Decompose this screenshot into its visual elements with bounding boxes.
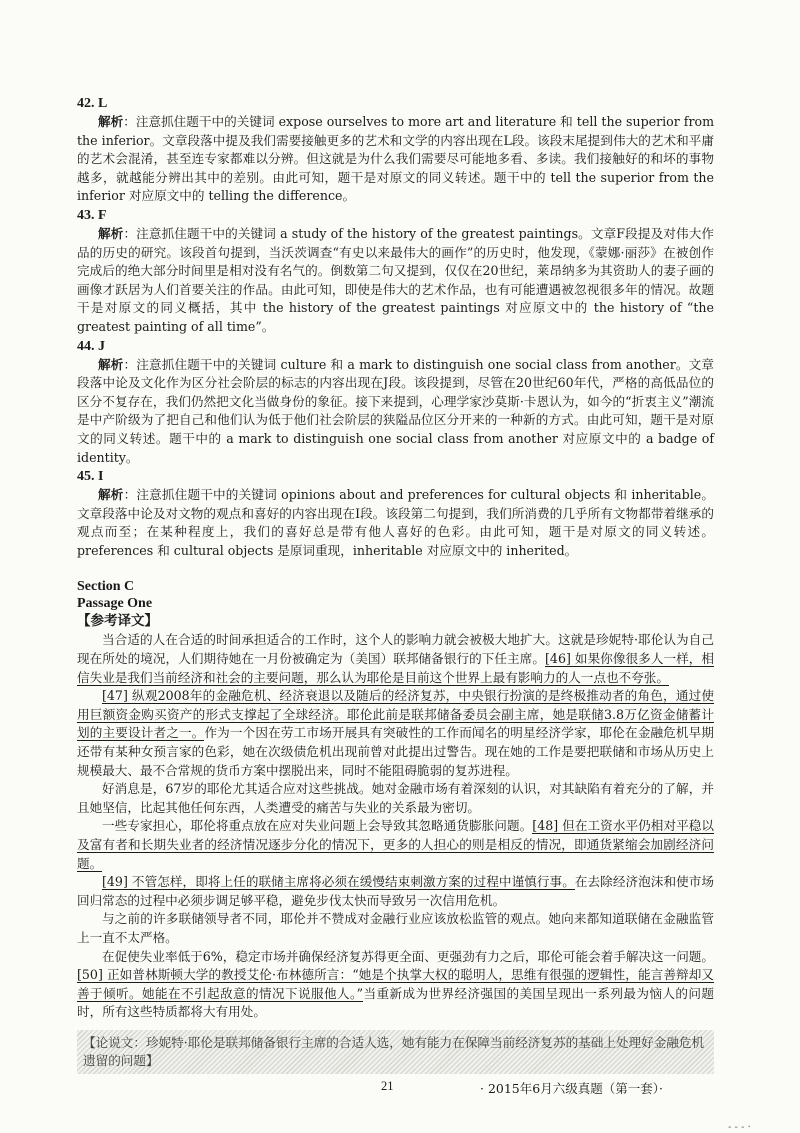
- explanation-body: ：注意抓住题干中的关键词 culture 和 a mark to distinguish one social class from another。文章段落中论及文化作为区分社会阶层的标志的内容出现在J段。该段提到，尽管在20世纪60年代，严格的高低品位的区分不复存在，我们仍然把文化当做身份的象征。接下来提到，心理学家沙莫斯·卡恩认为，如今的“折衷主义”潮流是中产阶级为了把自己和他们认为低于他们社会阶层的狭隘品位区分开来的一种新的方式。由此可知，题干是对原文的同义转述。题干中的 a mark to distinguish one social class from another 对应原文中的 a badge of identity。: [77, 356, 714, 465]
- explanation-text: [77, 225, 714, 337]
- translation-paragraph: [77, 631, 714, 687]
- translation-sentence: 在促使失业率低于6%，稳定市场并确保经济复苏得更全面、更强劲有力之后，耶伦可能会着手解决这一问题。: [102, 948, 714, 964]
- question-block: [77, 468, 714, 560]
- translation-sentence: 当重新成为世界经济强国的美国呈现出一系列最为恼人的问题时，所有这些特质都将大有用处。: [77, 985, 715, 1020]
- explanation-text: [77, 113, 714, 206]
- explanation-label: 解析: [98, 487, 124, 503]
- reference-translation-label: 【参考译文】: [77, 613, 158, 630]
- explanation-label: 解析: [98, 225, 124, 241]
- section-title: Section C: [77, 579, 135, 595]
- translation-paragraph: [77, 817, 714, 873]
- explanation-label: 解析: [98, 114, 124, 129]
- scan-mark: - - - ·: [728, 1122, 751, 1133]
- translation-sentence: 作为一个因在劳工市场开展具有突破性的工作而闻名的明星经济学家，耶伦在金融危机早期还带有某种女预言家的色彩，她在次级债危机出现前曾对此提出过警告。现在她的工作是要把联储和市场从历史上规模最大、最不合常规的货币方案中摆脱出来，同时不能阻碍脆弱的复苏进程。: [77, 725, 715, 778]
- exam-title: · 2015年6月六级真题（第一套）·: [480, 1081, 663, 1096]
- explanation-body: ：注意抓住题干中的关键词 a study of the history of the greatest paintings。文章F段提及对伟大作品的历史的研究。该段首句提到，当沃茨调查“有史以来最伟大的画作”的历史时，他发现，《蒙娜·丽莎》在被创作完成后的绝大部分时间里是相对没有名气的。倒数第二句又提到，仅仅在20世纪，莱昂纳多为其资助人的妻子画的画像才跃居为人们首要关注的作品。由此可知，即使是伟大的艺术作品，也有可能遭遇被忽视很多年的情况。故题干是对原文的同义概括，其中 the history of the greatest paintings 对应原文中的 the history of “the greatest painting of all time”。: [77, 225, 715, 334]
- answer-sentence-underlined: [47] 纵观2008年的金融危机、经济衰退以及随后的经济复苏，中央银行扮演的是终极推动者的角色，通过使用巨额资金购买资产的形式支撑起了全球经济。耶伦此前是联邦储备委员会副主席，她是联储3.8万亿资金储蓄计划的主要设计者之一。: [77, 688, 714, 741]
- translation-paragraph: [77, 873, 714, 910]
- translation-sentence: 与之前的许多联储领导者不同，耶伦并不赞成对金融行业应该放松监管的观点。她向来都知道联储在金融监管上一直不太严格。: [77, 911, 714, 945]
- translation-paragraph: [77, 687, 714, 780]
- translation-paragraph: [77, 780, 714, 817]
- page-footer: [0, 1079, 800, 1099]
- page-content: [77, 94, 714, 1074]
- translation-sentence: 好消息是，67岁的耶伦尤其适合应对这些挑战。她对金融市场有着深刻的认识，对其缺陷有着充分的了解，并且她坚信，比起其他任何东西，人类遭受的痛苦与失业的关系最为密切。: [77, 781, 714, 815]
- question-number: 42. L: [77, 96, 108, 111]
- answer-sentence-underlined: [48] 但在工资水平仍相对平稳以及富有者和长期失业者的经济情况逐步分化的情况下，更多的人担心的则是相反的情况，即通货紧缩会加剧经济问题。: [77, 818, 714, 871]
- question-block: [77, 95, 714, 206]
- question-block: [77, 338, 714, 468]
- explanation-text: [77, 356, 714, 468]
- translation-paragraph: [77, 910, 714, 947]
- explanation-body: ：注意抓住题干中的关键词 opinions about and preferences for cultural objects 和 inheritable。文章段落中论及对文物的观点和喜好的内容出现在I段。该段第二句提到，我们所消费的几乎所有文物都带着继承的观点而至；在某种程度上，我们的喜好总是带有他人喜好的色彩。由此可知，题干是对原文的同义转述。preferences 和 cultural objects 是原词重现，inheritable 对应原文中的 inherited。: [77, 487, 714, 558]
- answer-sentence-underlined: [46] 如果你像很多人一样，相信失业是我们当前经济和社会的主要问题，那么认为耶伦是目前这个世界上最有影响力的人一点也不夸张。: [77, 651, 715, 685]
- answer-sentence-underlined: [49] 不管怎样，即将上任的联储主席将必须在缓慢结束刺激方案的过程中谨慎行事。: [102, 874, 575, 890]
- translation-sentence: 当合适的人在合适的时间承担适合的工作时，这个人的影响力就会被极大地扩大。这就是珍妮特·耶伦认为自己现在所处的境况，人们期待她在一月份被确定为（美国）联邦储备银行的下任主席。: [77, 632, 714, 667]
- explanation-text: [77, 486, 714, 560]
- page-number: 21: [381, 1079, 394, 1093]
- passage-title: Passage One: [77, 596, 153, 612]
- passage-summary-box: 【论说文：珍妮特·耶伦是联邦储备银行主席的合适人选，她有能力在保障当前经济复苏的基础上处理好金融危机遗留的问题】: [77, 1030, 714, 1074]
- question-block: [77, 207, 714, 337]
- translation-sentence: 一些专家担心，耶伦将重点放在应对失业问题上会导致其忽略通货膨胀问题。: [102, 818, 533, 834]
- translation-paragraph: [77, 948, 714, 1022]
- translation-sentence: 在去除经济泡沫和使市场回归常态的过程中必须步调足够平稳，避免步伐太快而导致另一次信用危机。: [77, 874, 715, 908]
- explanation-label: 解析: [98, 356, 124, 372]
- answer-sentence-underlined: [50] 正如普林斯顿大学的教授艾伦·布林德所言：“她是个执掌大权的聪明人，思维有很强的逻辑性，能言善辩却又善于倾听。她能在不引起敌意的情况下说服他人。”: [77, 967, 714, 1001]
- question-number: 43. F: [77, 207, 107, 223]
- explanation-body: ：注意抓住题干中的关键词 expose ourselves to more art and literature 和 tell the superior from the inferior。文章段落中提及我们需要接触更多的艺术和文学的内容出现在L段。该段末尾提到伟大的艺术和平庸的艺术会混淆，甚至连专家都难以分辨。但这就是为什么我们需要尽可能地多看、多读。我们接触好的和坏的事物越多，就越能分辨出其中的差别。由此可知，题干是对原文的同义转述。题干中的 tell the superior from the inferior 对应原文中的 telling the difference。: [77, 114, 715, 204]
- answer-explanations: [77, 95, 714, 560]
- question-number: 45. I: [77, 469, 104, 485]
- translation-text: [77, 631, 714, 1021]
- question-number: 44. J: [77, 338, 105, 354]
